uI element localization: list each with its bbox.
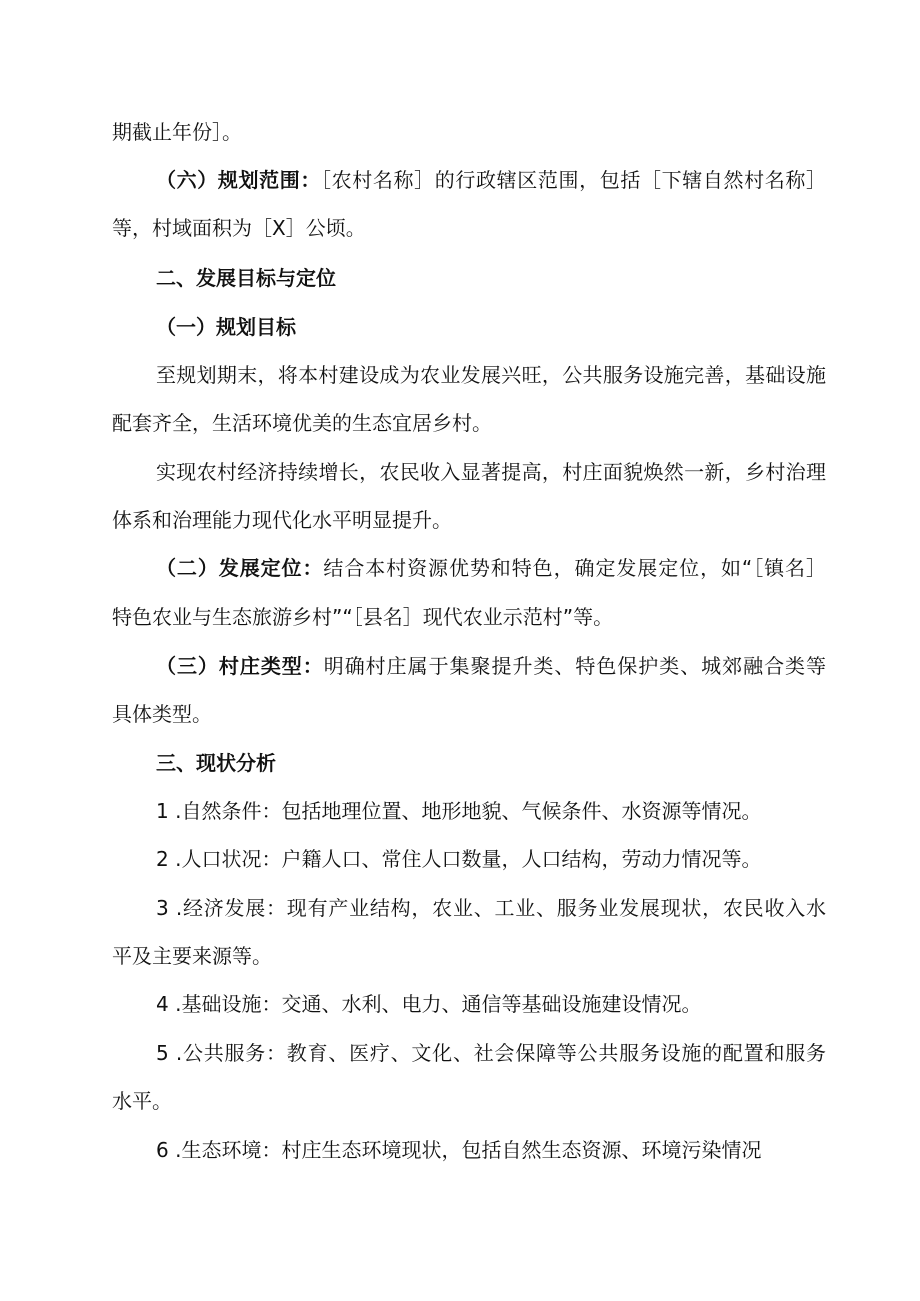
list-item-economy-line-1: 3 .经济发展：现有产业结构，农业、工业、服务业发展现状，农民收入水 <box>156 896 826 920</box>
section-label-planning-scope: （六）规划范围： <box>156 168 321 192</box>
list-item-public-services-line-2: 水平。 <box>112 1089 172 1113</box>
list-item-infrastructure: 4 .基础设施：交通、水利、电力、通信等基础设施建设情况。 <box>156 992 702 1016</box>
paragraph-planning-scope <box>112 166 826 194</box>
list-item-public-services-line-1: 5 .公共服务：教育、医疗、文化、社会保障等公共服务设施的配置和服务 <box>156 1041 826 1065</box>
paragraph-continuation: 期截止年份］。 <box>112 120 242 144</box>
goal-paragraph-1-line-2: 配套齐全，生活环境优美的生态宜居乡村。 <box>112 411 492 435</box>
list-item-natural-conditions: 1 .自然条件：包括地理位置、地形地貌、气候条件、水资源等情况。 <box>156 799 762 823</box>
heading-status-analysis: 三、现状分析 <box>156 751 276 775</box>
section-label-development-positioning: （二）发展定位： <box>156 556 324 580</box>
planning-scope-text: ［农村名称］的行政辖区范围，包括［下辖自然村名称］ <box>321 168 826 192</box>
list-item-economy-line-2: 平及主要来源等。 <box>112 944 272 968</box>
planning-scope-continuation: 等，村域面积为［X］公顷。 <box>112 216 366 240</box>
development-positioning-text: 结合本村资源优势和特色，确定发展定位，如“［镇名］ <box>323 556 826 580</box>
village-type-continuation: 具体类型。 <box>112 702 212 726</box>
paragraph-village-type <box>112 652 826 680</box>
goal-paragraph-2-line-2: 体系和治理能力现代化水平明显提升。 <box>112 508 452 532</box>
goal-paragraph-2-line-1: 实现农村经济持续增长，农民收入显著提高，村庄面貌焕然一新，乡村治理 <box>156 460 826 484</box>
list-item-ecological-environment: 6 .生态环境：村庄生态环境现状，包括自然生态资源、环境污染情况 <box>156 1138 762 1162</box>
village-type-text: 明确村庄属于集聚提升类、特色保护类、城郊融合类等 <box>323 654 827 678</box>
section-label-village-type: （三）村庄类型： <box>156 654 324 678</box>
development-positioning-continuation: 特色农业与生态旅游乡村”“［县名］现代农业示范村”等。 <box>112 605 614 629</box>
paragraph-development-positioning <box>112 554 826 582</box>
goal-paragraph-1-line-1: 至规划期末，将本村建设成为农业发展兴旺，公共服务设施完善，基础设施 <box>156 363 826 387</box>
heading-development-goals: 二、发展目标与定位 <box>156 266 336 290</box>
list-item-population: 2 .人口状况：户籍人口、常住人口数量，人口结构，劳动力情况等。 <box>156 847 762 871</box>
subheading-planning-goals: （一）规划目标 <box>156 315 296 339</box>
